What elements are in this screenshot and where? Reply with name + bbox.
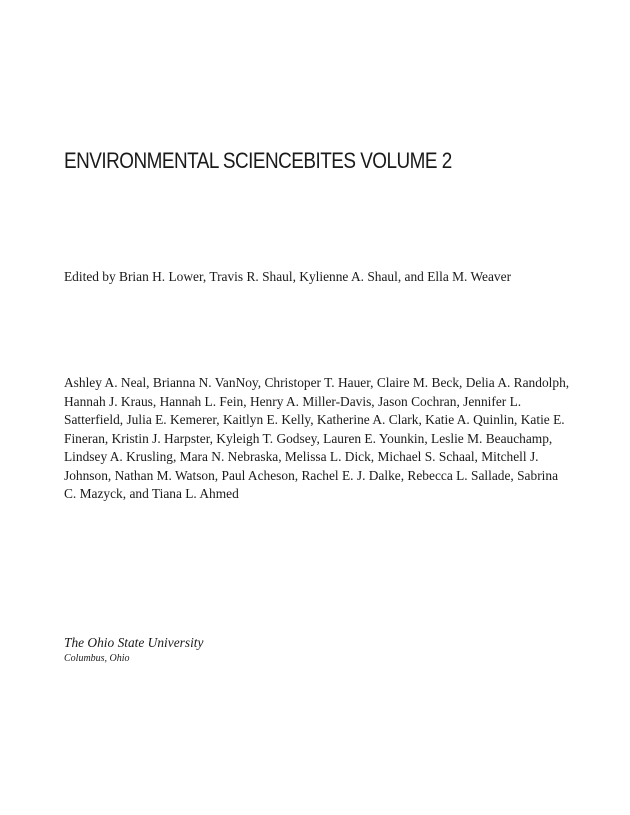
- publisher-location: Columbus, Ohio: [64, 653, 130, 664]
- editors-line: Edited by Brian H. Lower, Travis R. Shaul, Kylienne A. Shaul, and Ella M. Weaver: [64, 269, 512, 284]
- publisher-name: The Ohio State University: [64, 635, 204, 650]
- publisher-block: [64, 634, 464, 666]
- contributors-list: Ashley A. Neal, Brianna N. VanNoy, Christoper T. Hauer, Claire M. Beck, Delia A. Randolph, Hannah J. Kraus, Hannah L. Fein, Henry A. Miller-Davis, Jason Cochran, Jennifer L. Satterfield, Julia E. Kemerer, Kaitlyn E. Kelly, Katherine A. Clark, Katie A. Quinlin, Katie E. Fineran, Kristin J. Harpster, Kyleigh T. Godsey, Lauren E. Younkin, Leslie M. Beauchamp, Lindsey A. Krusling, Mara N. Nebraska, Melissa L. Dick, Michael S. Schaal, Mitchell J. Johnson, Nathan M. Watson, Paul Acheson, Rachel E. J. Dalke, Rebecca L. Sallade, Sabrina C. Mazyck, and Tiana L. Ahmed: [64, 375, 570, 501]
- book-title: ENVIRONMENTAL SCIENCEBITES VOLUME 2: [64, 148, 452, 173]
